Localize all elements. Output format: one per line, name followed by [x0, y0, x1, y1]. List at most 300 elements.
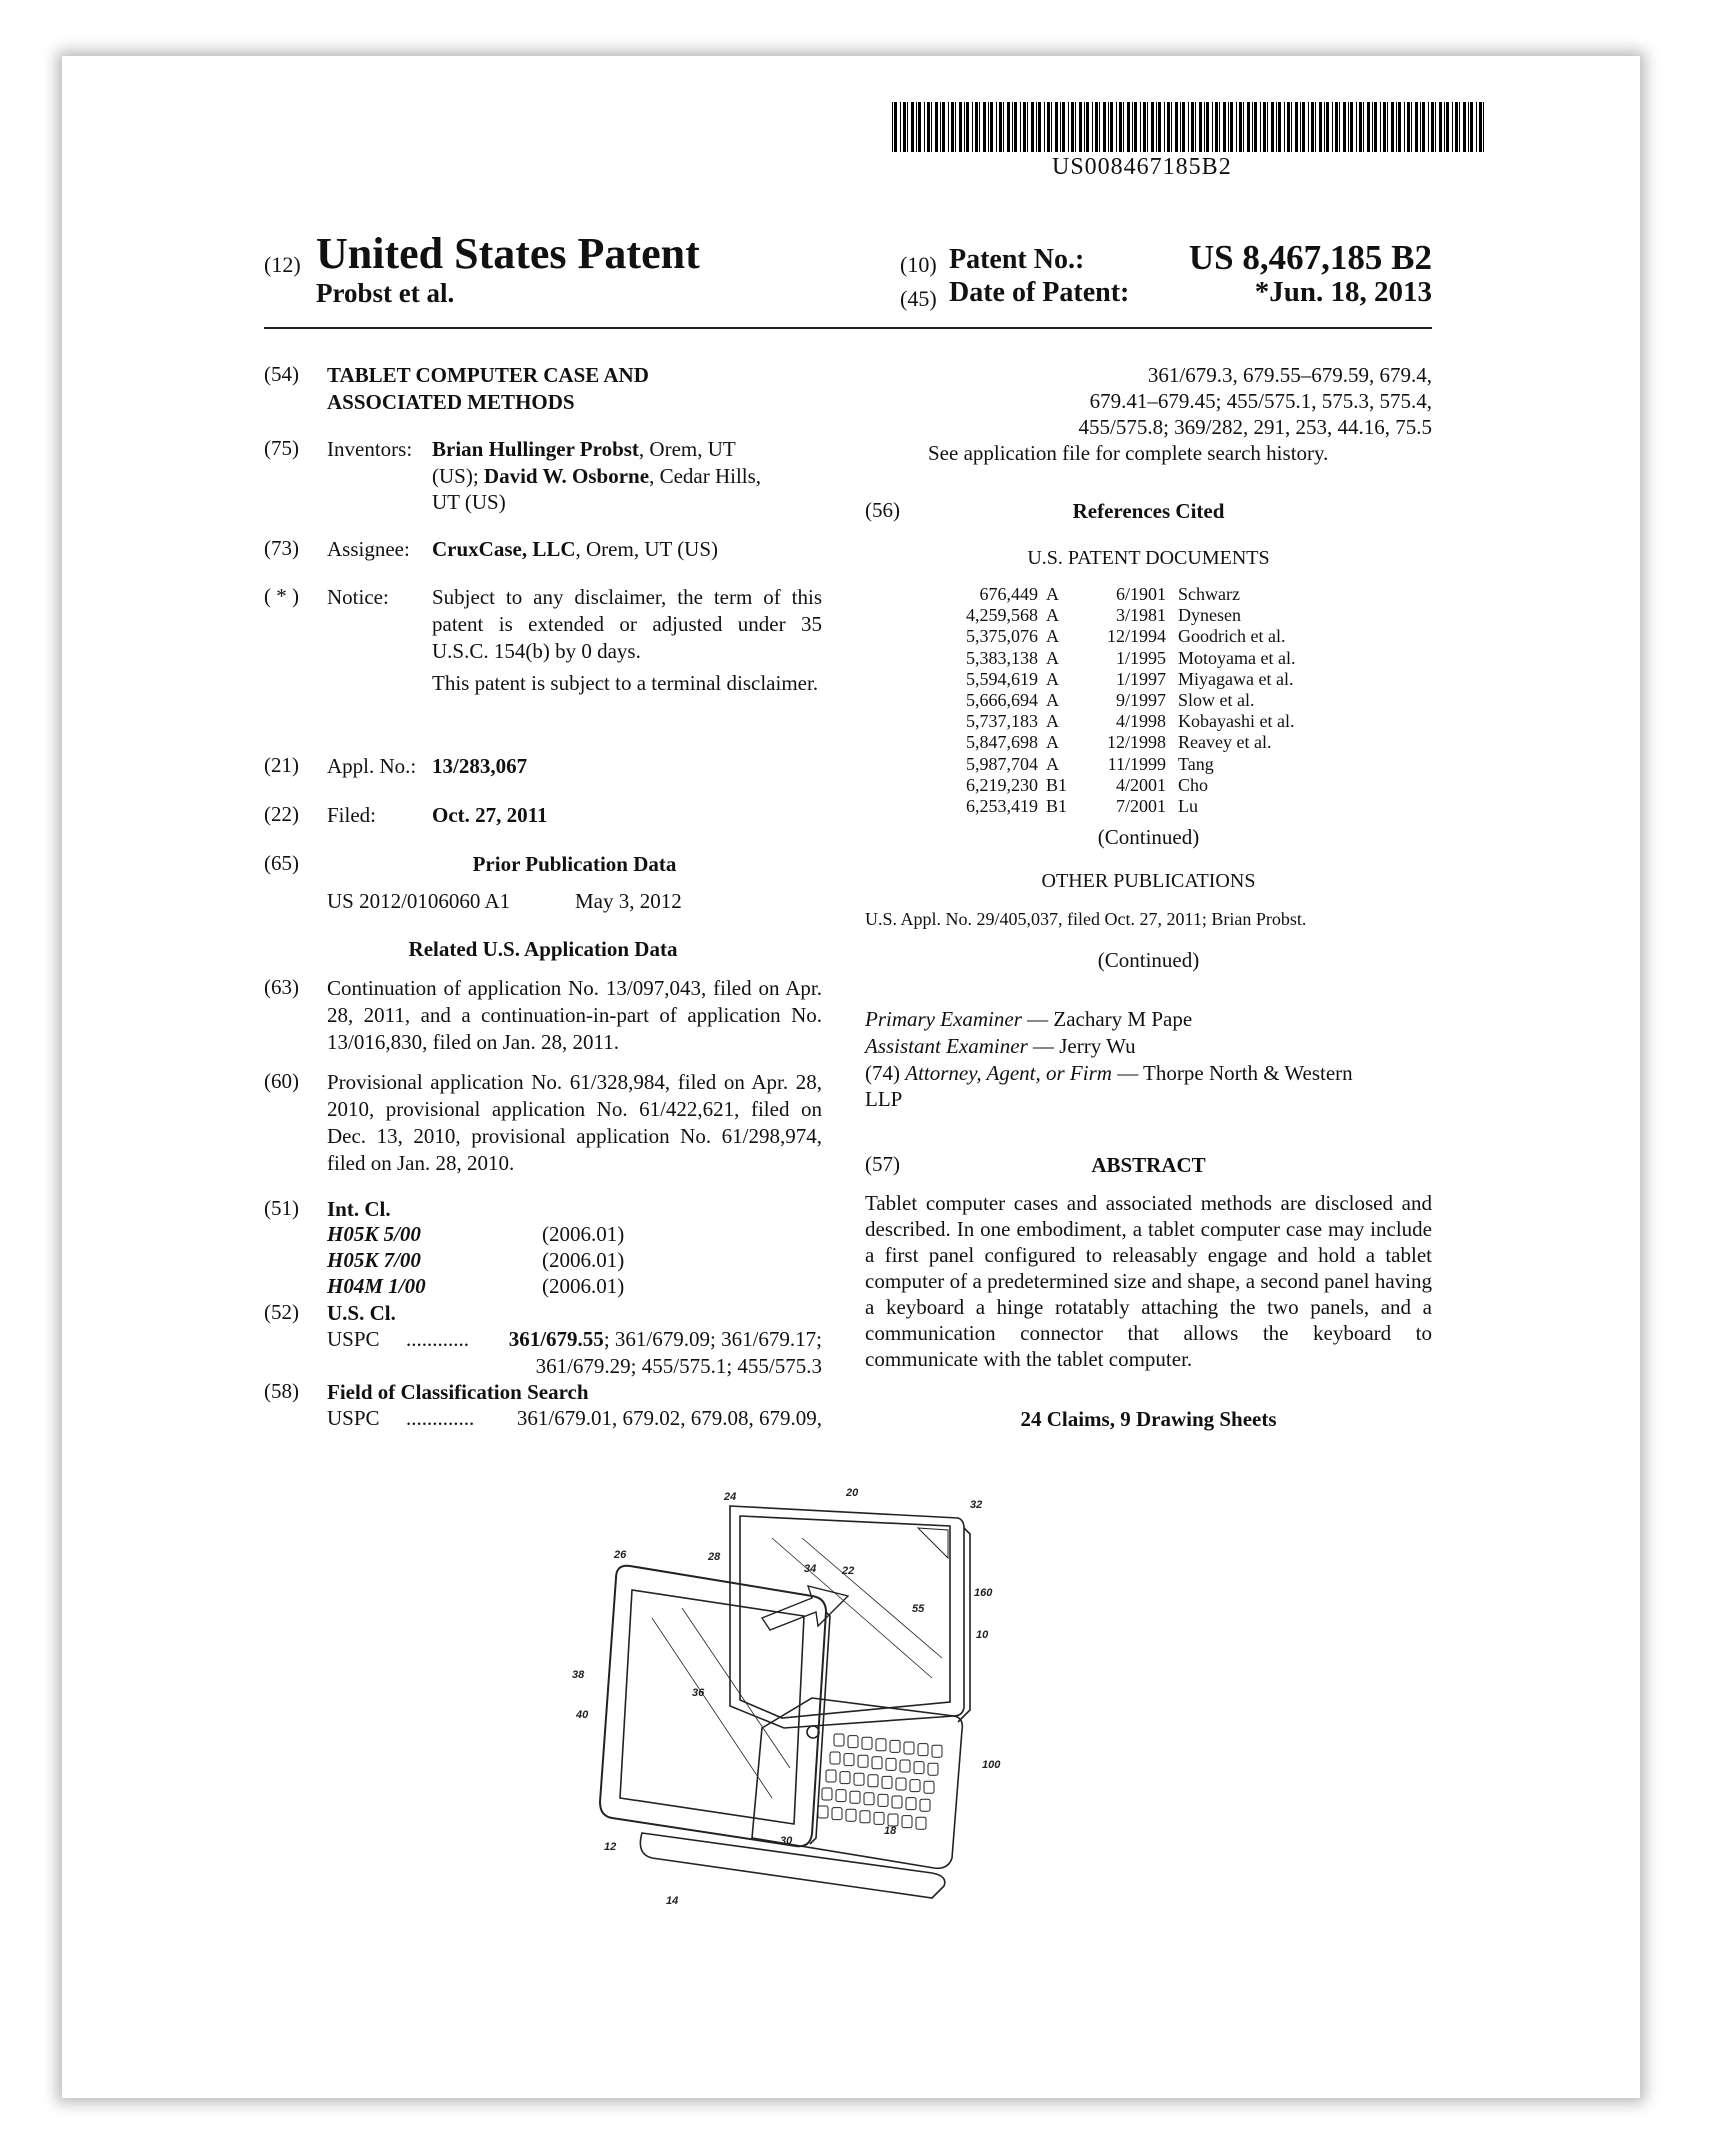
refs-continued: (Continued) — [1097, 825, 1200, 849]
reference-date: 7/2001 — [1115, 796, 1166, 816]
keyboard-key — [918, 1744, 928, 1756]
code-21: (21) — [264, 753, 299, 777]
barcode-bar — [1095, 102, 1098, 152]
barcode-bar — [1459, 102, 1460, 152]
code-10: (10) — [900, 252, 937, 277]
appl-number: 13/283,067 — [432, 754, 528, 778]
reference-row — [932, 669, 1293, 690]
assignee: CruxCase, LLC, Orem, UT (US) — [432, 537, 719, 561]
reference-number: 676,449 — [979, 584, 1038, 604]
barcode-bar — [1363, 102, 1364, 152]
code-58: (58) — [264, 1379, 299, 1403]
code-75: (75) — [264, 436, 299, 460]
label-14: 14 — [666, 1895, 679, 1907]
barcode-bar — [1228, 102, 1229, 152]
barcode-bar — [1071, 102, 1074, 152]
keyboard-key — [906, 1798, 916, 1810]
barcode-bar — [1335, 102, 1338, 152]
label-55: 55 — [912, 1603, 925, 1615]
insert-arrow — [762, 1586, 848, 1630]
barcode-bar — [1191, 102, 1194, 152]
code-12: (12) — [264, 252, 301, 277]
barcode-bar — [1276, 102, 1277, 152]
patent-page — [62, 56, 1640, 2098]
reference-kind: A — [1046, 647, 1059, 668]
barcode-bar — [1180, 102, 1181, 152]
code-57: (57) — [865, 1152, 900, 1176]
barcode-bar — [1119, 102, 1122, 152]
barcode-bar — [1047, 102, 1050, 152]
barcode-bar — [1439, 102, 1442, 152]
inventors-line-3: UT (US) — [432, 490, 506, 514]
barcode-bar — [1295, 102, 1298, 152]
reference-row — [932, 626, 1285, 647]
label-38: 38 — [572, 1669, 585, 1681]
reference-row — [932, 796, 1198, 817]
barcode-bar — [1287, 102, 1290, 152]
field-uspc-dots: ............. — [406, 1406, 475, 1430]
barcode-bar — [1038, 102, 1041, 152]
barcode-bar — [1036, 102, 1037, 152]
barcode-bar — [1195, 102, 1196, 152]
keyboard-key — [830, 1752, 840, 1764]
reference-row — [932, 711, 1294, 732]
reference-date: 3/1981 — [1115, 605, 1166, 626]
reference-date: 6/1901 — [1115, 584, 1166, 604]
prior-pub-number: US 2012/0106060 A1 — [327, 889, 511, 913]
barcode-bar — [1108, 102, 1109, 152]
barcode-bar — [1206, 102, 1209, 152]
code-22: (22) — [264, 802, 299, 826]
attorney-line-2: LLP — [865, 1087, 903, 1111]
notice-text-2: This patent is subject to a terminal disclaimer. — [432, 671, 819, 695]
barcode-bar — [1247, 102, 1250, 152]
code-65: (65) — [264, 851, 299, 875]
barcode-bar — [1463, 102, 1466, 152]
barcode-bar — [1147, 102, 1148, 152]
barcode-bar — [924, 102, 925, 152]
barcode-bar — [1452, 102, 1453, 152]
field-line-2: 361/679.3, 679.55–679.59, 679.4, — [1147, 363, 1432, 387]
barcode-bar — [1302, 102, 1305, 152]
keyboard-key — [928, 1763, 938, 1775]
barcode-bar — [1079, 102, 1082, 152]
barcode-bar — [1315, 102, 1316, 152]
barcode-bar — [1140, 102, 1141, 152]
notice-text: Subject to any disclaimer, the term of this patent is extended or adjusted under 35 U.S.C. 154(b) by 0 days. — [432, 585, 822, 663]
barcode-bar — [1199, 102, 1202, 152]
barcode-bar — [996, 102, 997, 152]
label-24: 24 — [724, 1491, 737, 1503]
barcode-bar — [1479, 102, 1482, 152]
barcode-bar — [1387, 102, 1388, 152]
label-22: 22 — [842, 1565, 855, 1577]
intcl-ver-3: (2006.01) — [542, 1274, 625, 1298]
notice-label: Notice: — [327, 585, 389, 609]
field-search-label: Field of Classification Search — [327, 1380, 589, 1404]
barcode-bar — [1031, 102, 1034, 152]
barcode-bar — [1422, 102, 1425, 152]
barcode-bar — [1332, 102, 1333, 152]
uspc-label: USPC — [327, 1327, 380, 1351]
keyboard-key — [844, 1754, 854, 1766]
barcode-bar — [1099, 102, 1100, 152]
barcode-bar — [1086, 102, 1089, 152]
label-10: 10 — [976, 1629, 989, 1641]
intcl-ver-1: (2006.01) — [542, 1222, 625, 1246]
keyboard-key — [854, 1773, 864, 1785]
reference-date: 1/1995 — [1115, 647, 1166, 668]
barcode-bar — [1020, 102, 1021, 152]
keyboard-key — [886, 1758, 896, 1770]
field-line-1: 361/679.01, 679.02, 679.08, 679.09, — [516, 1406, 822, 1430]
label-26: 26 — [614, 1549, 627, 1561]
assistant-examiner: Assistant Examiner — Jerry Wu — [865, 1034, 1136, 1058]
attorney: (74) Attorney, Agent, or Firm — Thorpe North & Western — [865, 1061, 1353, 1085]
barcode-bar — [1175, 102, 1178, 152]
barcode-bar — [1027, 102, 1028, 152]
barcode-bar — [948, 102, 949, 152]
barcode-bar — [1051, 102, 1052, 152]
reference-name: Kobayashi et al. — [1178, 711, 1295, 732]
code-63: (63) — [264, 975, 299, 999]
barcode-bar — [1127, 102, 1130, 152]
keyboard-key — [840, 1772, 850, 1784]
barcode-bar — [1428, 102, 1429, 152]
provisional-text: Provisional application No. 61/328,984, filed on Apr. 28, 2010, provisional application No. 61/422,621, filed on Dec. 13, 2010, provisional application No. 61/298,974, filed on Jan. 28, 2010. — [327, 1070, 822, 1175]
reference-name: Goodrich et al. — [1178, 626, 1286, 647]
field-line-4: 455/575.8; 369/282, 291, 253, 44.16, 75.5 — [1078, 415, 1432, 439]
barcode-bar — [1143, 102, 1146, 152]
barcode-bar — [999, 102, 1002, 152]
keyboard-key — [896, 1778, 906, 1790]
barcode-bar — [1230, 102, 1233, 152]
barcode-bar — [1468, 102, 1469, 152]
barcode-bar — [935, 102, 938, 152]
barcode-bar — [1075, 102, 1076, 152]
label-40: 40 — [576, 1709, 589, 1721]
keyboard-key — [846, 1809, 856, 1821]
barcode-bar — [1123, 102, 1124, 152]
keyboard-key — [892, 1796, 902, 1808]
reference-name: Schwarz — [1178, 584, 1240, 604]
reference-number: 5,383,138 — [966, 647, 1038, 668]
code-52: (52) — [264, 1300, 299, 1324]
barcode-bar — [1415, 102, 1418, 152]
barcode-bar — [1204, 102, 1205, 152]
reference-kind: A — [1046, 732, 1059, 753]
label-28: 28 — [708, 1551, 721, 1563]
barcode-bar — [903, 102, 906, 152]
reference-row — [932, 690, 1255, 711]
intcl-code-3: H04M 1/00 — [327, 1274, 426, 1298]
reference-date: 12/1994 — [1106, 626, 1166, 647]
barcode-bar — [1263, 102, 1266, 152]
reference-kind: A — [1046, 711, 1059, 732]
keyboard-key — [910, 1780, 920, 1792]
barcode-bar — [983, 102, 986, 152]
barcode-bar — [1084, 102, 1085, 152]
barcode-bar — [1367, 102, 1370, 152]
keyboard-key — [904, 1742, 914, 1754]
reference-date: 9/1997 — [1115, 690, 1166, 710]
reference-kind: A — [1046, 626, 1059, 647]
keyboard-keys — [818, 1734, 942, 1829]
barcode-bar — [1359, 102, 1362, 152]
appl-label: Appl. No.: — [327, 754, 417, 778]
barcode-bar — [1431, 102, 1434, 152]
barcode-bar — [1271, 102, 1274, 152]
reference-row — [932, 605, 1241, 626]
reference-name: Lu — [1178, 796, 1198, 816]
reference-kind: A — [1046, 668, 1059, 689]
code-notice: ( * ) — [264, 584, 299, 608]
barcode-bar — [942, 102, 945, 152]
reference-kind: A — [1046, 605, 1059, 626]
reference-kind: A — [1046, 753, 1059, 774]
barcode-bar — [1391, 102, 1394, 152]
barcode-bar — [1348, 102, 1349, 152]
barcode — [892, 102, 1486, 152]
barcode-bar — [1188, 102, 1189, 152]
barcode-bar — [1339, 102, 1340, 152]
keyboard-key — [932, 1745, 942, 1757]
inventors-label: Inventors: — [327, 437, 413, 461]
code-54: (54) — [264, 362, 299, 386]
keyboard-key — [882, 1776, 892, 1788]
uscl-label: U.S. Cl. — [327, 1301, 396, 1325]
barcode-bar — [1383, 102, 1386, 152]
barcode-bar — [1116, 102, 1117, 152]
barcode-bar — [1372, 102, 1373, 152]
reference-kind: A — [1046, 584, 1059, 604]
barcode-bar — [1156, 102, 1157, 152]
keyboard-key — [832, 1808, 842, 1820]
reference-row — [932, 584, 1240, 605]
intcl-code-2: H05K 7/00 — [327, 1248, 421, 1272]
field-line-3: 679.41–679.45; 455/575.1, 575.3, 575.4, — [1089, 389, 1432, 413]
keyboard-key — [890, 1740, 900, 1752]
barcode-bar — [1219, 102, 1220, 152]
title-line-1: TABLET COMPUTER CASE AND — [327, 363, 649, 387]
barcode-bar — [1483, 102, 1484, 152]
barcode-bar — [1252, 102, 1253, 152]
reference-row — [932, 775, 1208, 796]
uspc-dots: ............ — [406, 1327, 469, 1351]
barcode-bar — [892, 102, 893, 152]
reference-name: Dynesen — [1178, 605, 1241, 626]
barcode-bar — [1062, 102, 1065, 152]
uspc-line-1: 361/679.55; 361/679.09; 361/679.17; — [508, 1327, 822, 1351]
barcode-bar — [1014, 102, 1017, 152]
barcode-bar — [1239, 102, 1242, 152]
barcode-bar — [1396, 102, 1397, 152]
other-pub-text: U.S. Appl. No. 29/405,037, filed Oct. 27, 2011; Brian Probst. — [865, 909, 1307, 929]
claims-summary: 24 Claims, 9 Drawing Sheets — [1020, 1407, 1277, 1431]
field-line-5: See application file for complete search history. — [928, 441, 1329, 465]
barcode-bar — [1012, 102, 1013, 152]
uspc-line-2: 361/679.29; 455/575.1; 455/575.3 — [535, 1354, 822, 1378]
barcode-bar — [894, 102, 897, 152]
barcode-bar — [911, 102, 914, 152]
refs-heading: References Cited — [1072, 499, 1225, 523]
prior-pub-date: May 3, 2012 — [575, 889, 682, 913]
label-20: 20 — [846, 1487, 859, 1499]
reference-name: Cho — [1178, 774, 1209, 795]
us-patent-docs-heading: U.S. PATENT DOCUMENTS — [1027, 547, 1270, 569]
reference-name: Tang — [1178, 753, 1214, 774]
barcode-bar — [1023, 102, 1026, 152]
barcode-bar — [964, 102, 965, 152]
reference-row — [932, 754, 1214, 775]
keyboard-key — [826, 1770, 836, 1782]
keyboard-key — [900, 1760, 910, 1772]
barcode-bar — [1007, 102, 1010, 152]
barcode-bar — [959, 102, 962, 152]
label-18: 18 — [884, 1825, 897, 1837]
keyboard-key — [834, 1734, 844, 1746]
barcode-bar — [1164, 102, 1165, 152]
label-12: 12 — [604, 1841, 617, 1853]
keyboard-key — [850, 1791, 860, 1803]
barcode-number: US008467185B2 — [1052, 154, 1232, 180]
reference-date: 1/1997 — [1115, 668, 1166, 689]
reference-name: Reavey et al. — [1178, 732, 1272, 753]
label-160: 160 — [974, 1587, 993, 1599]
barcode-bar — [1267, 102, 1268, 152]
filed-label: Filed: — [327, 803, 377, 827]
keyboard-key — [920, 1799, 930, 1811]
tablet — [600, 1566, 830, 1847]
patent-number: US 8,467,185 B2 — [1188, 238, 1432, 277]
reference-date: 4/1998 — [1115, 711, 1166, 732]
primary-examiner: Primary Examiner — Zachary M Pape — [865, 1007, 1193, 1031]
inventors-line-1: Brian Hullinger Probst, Orem, UT — [432, 437, 736, 461]
reference-date: 12/1998 — [1106, 732, 1166, 753]
reference-kind: B1 — [1046, 774, 1068, 795]
keyboard-key — [916, 1817, 926, 1829]
barcode-bar — [1319, 102, 1322, 152]
barcode-bar — [1404, 102, 1405, 152]
barcode-bar — [900, 102, 901, 152]
keyboard-key — [872, 1757, 882, 1769]
reference-date: 4/2001 — [1115, 774, 1166, 795]
barcode-bar — [1236, 102, 1237, 152]
intcl-label: Int. Cl. — [327, 1197, 391, 1221]
reference-date: 11/1999 — [1107, 753, 1166, 774]
barcode-bar — [1446, 102, 1449, 152]
barcode-bar — [979, 102, 980, 152]
keyboard-key — [874, 1812, 884, 1824]
filed-date: Oct. 27, 2011 — [432, 803, 548, 827]
keyboard-key — [860, 1811, 870, 1823]
barcode-bar — [1326, 102, 1329, 152]
barcode-bar — [1374, 102, 1377, 152]
field-uspc-label: USPC — [327, 1406, 380, 1430]
reference-name: Miyagawa et al. — [1178, 668, 1294, 689]
reference-number: 5,737,183 — [966, 711, 1038, 732]
barcode-bar — [1300, 102, 1301, 152]
barcode-bar — [918, 102, 921, 152]
keyboard-key — [858, 1755, 868, 1767]
abstract-text: Tablet computer cases and associated methods are disclosed and described. In one embodiment, a tablet computer case may include a first panel configured to releasably engage and hold a tablet computer of a predetermined size and shape, a second panel having a keyboard a hinge rotatably attaching the two panels, and a communication connector that allows the keyboard to communicate with the tablet computer. — [865, 1191, 1432, 1371]
barcode-bar — [1444, 102, 1445, 152]
barcode-bar — [1044, 102, 1045, 152]
barcode-bar — [972, 102, 973, 152]
code-60: (60) — [264, 1069, 299, 1093]
barcode-bar — [1068, 102, 1069, 152]
label-34: 34 — [804, 1563, 817, 1575]
barcode-bar — [1398, 102, 1401, 152]
reference-kind: A — [1046, 690, 1059, 710]
barcode-bar — [1324, 102, 1325, 152]
keyboard-key — [836, 1790, 846, 1802]
keyboard-key — [868, 1775, 878, 1787]
keyboard-key — [878, 1794, 888, 1806]
patent-drawing — [572, 1478, 1192, 1958]
barcode-bar — [1411, 102, 1412, 152]
barcode-bar — [1350, 102, 1353, 152]
keyboard-key — [924, 1781, 934, 1793]
barcode-bar — [966, 102, 969, 152]
barcode-bar — [916, 102, 917, 152]
patent-no-label: Patent No.: — [949, 244, 1085, 275]
prior-pub-heading: Prior Publication Data — [472, 852, 677, 876]
reference-number: 6,253,419 — [966, 796, 1038, 816]
inventors-line-2: (US); David W. Osborne, Cedar Hills, — [432, 464, 762, 488]
barcode-bar — [1055, 102, 1058, 152]
barcode-bar — [1151, 102, 1154, 152]
barcode-bar — [1254, 102, 1257, 152]
barcode-bar — [1470, 102, 1473, 152]
reference-name: Slow et al. — [1178, 690, 1255, 710]
barcode-bar — [1308, 102, 1309, 152]
keyboard-key — [876, 1739, 886, 1751]
barcode-bar — [1311, 102, 1314, 152]
barcode-bar — [1167, 102, 1170, 152]
keyboard-key — [848, 1736, 858, 1748]
label-32: 32 — [970, 1499, 983, 1511]
barcode-bar — [1158, 102, 1161, 152]
barcode-bar — [1243, 102, 1244, 152]
barcode-bar — [1380, 102, 1381, 152]
intcl-code-1: H05K 5/00 — [327, 1222, 421, 1246]
barcode-bar — [975, 102, 978, 152]
barcode-bar — [1003, 102, 1004, 152]
barcode-bar — [940, 102, 941, 152]
barcode-bar — [1182, 102, 1185, 152]
barcode-bar — [1278, 102, 1281, 152]
reference-number: 5,666,694 — [966, 690, 1038, 710]
barcode-bar — [1435, 102, 1436, 152]
code-45: (45) — [900, 286, 937, 311]
barcode-bar — [1110, 102, 1113, 152]
keyboard-key — [914, 1762, 924, 1774]
barcode-bar — [990, 102, 993, 152]
document-type-title: United States Patent — [316, 229, 700, 278]
barcode-bar — [1060, 102, 1061, 152]
barcode-bar — [1103, 102, 1106, 152]
barcode-bar — [1291, 102, 1292, 152]
intcl-ver-2: (2006.01) — [542, 1248, 625, 1272]
barcode-bar — [1134, 102, 1137, 152]
barcode-bar — [931, 102, 932, 152]
barcode-bar — [1215, 102, 1218, 152]
barcode-bar — [907, 102, 908, 152]
label-100: 100 — [982, 1759, 1001, 1771]
barcode-bar — [1284, 102, 1285, 152]
barcode-bar — [1092, 102, 1093, 152]
